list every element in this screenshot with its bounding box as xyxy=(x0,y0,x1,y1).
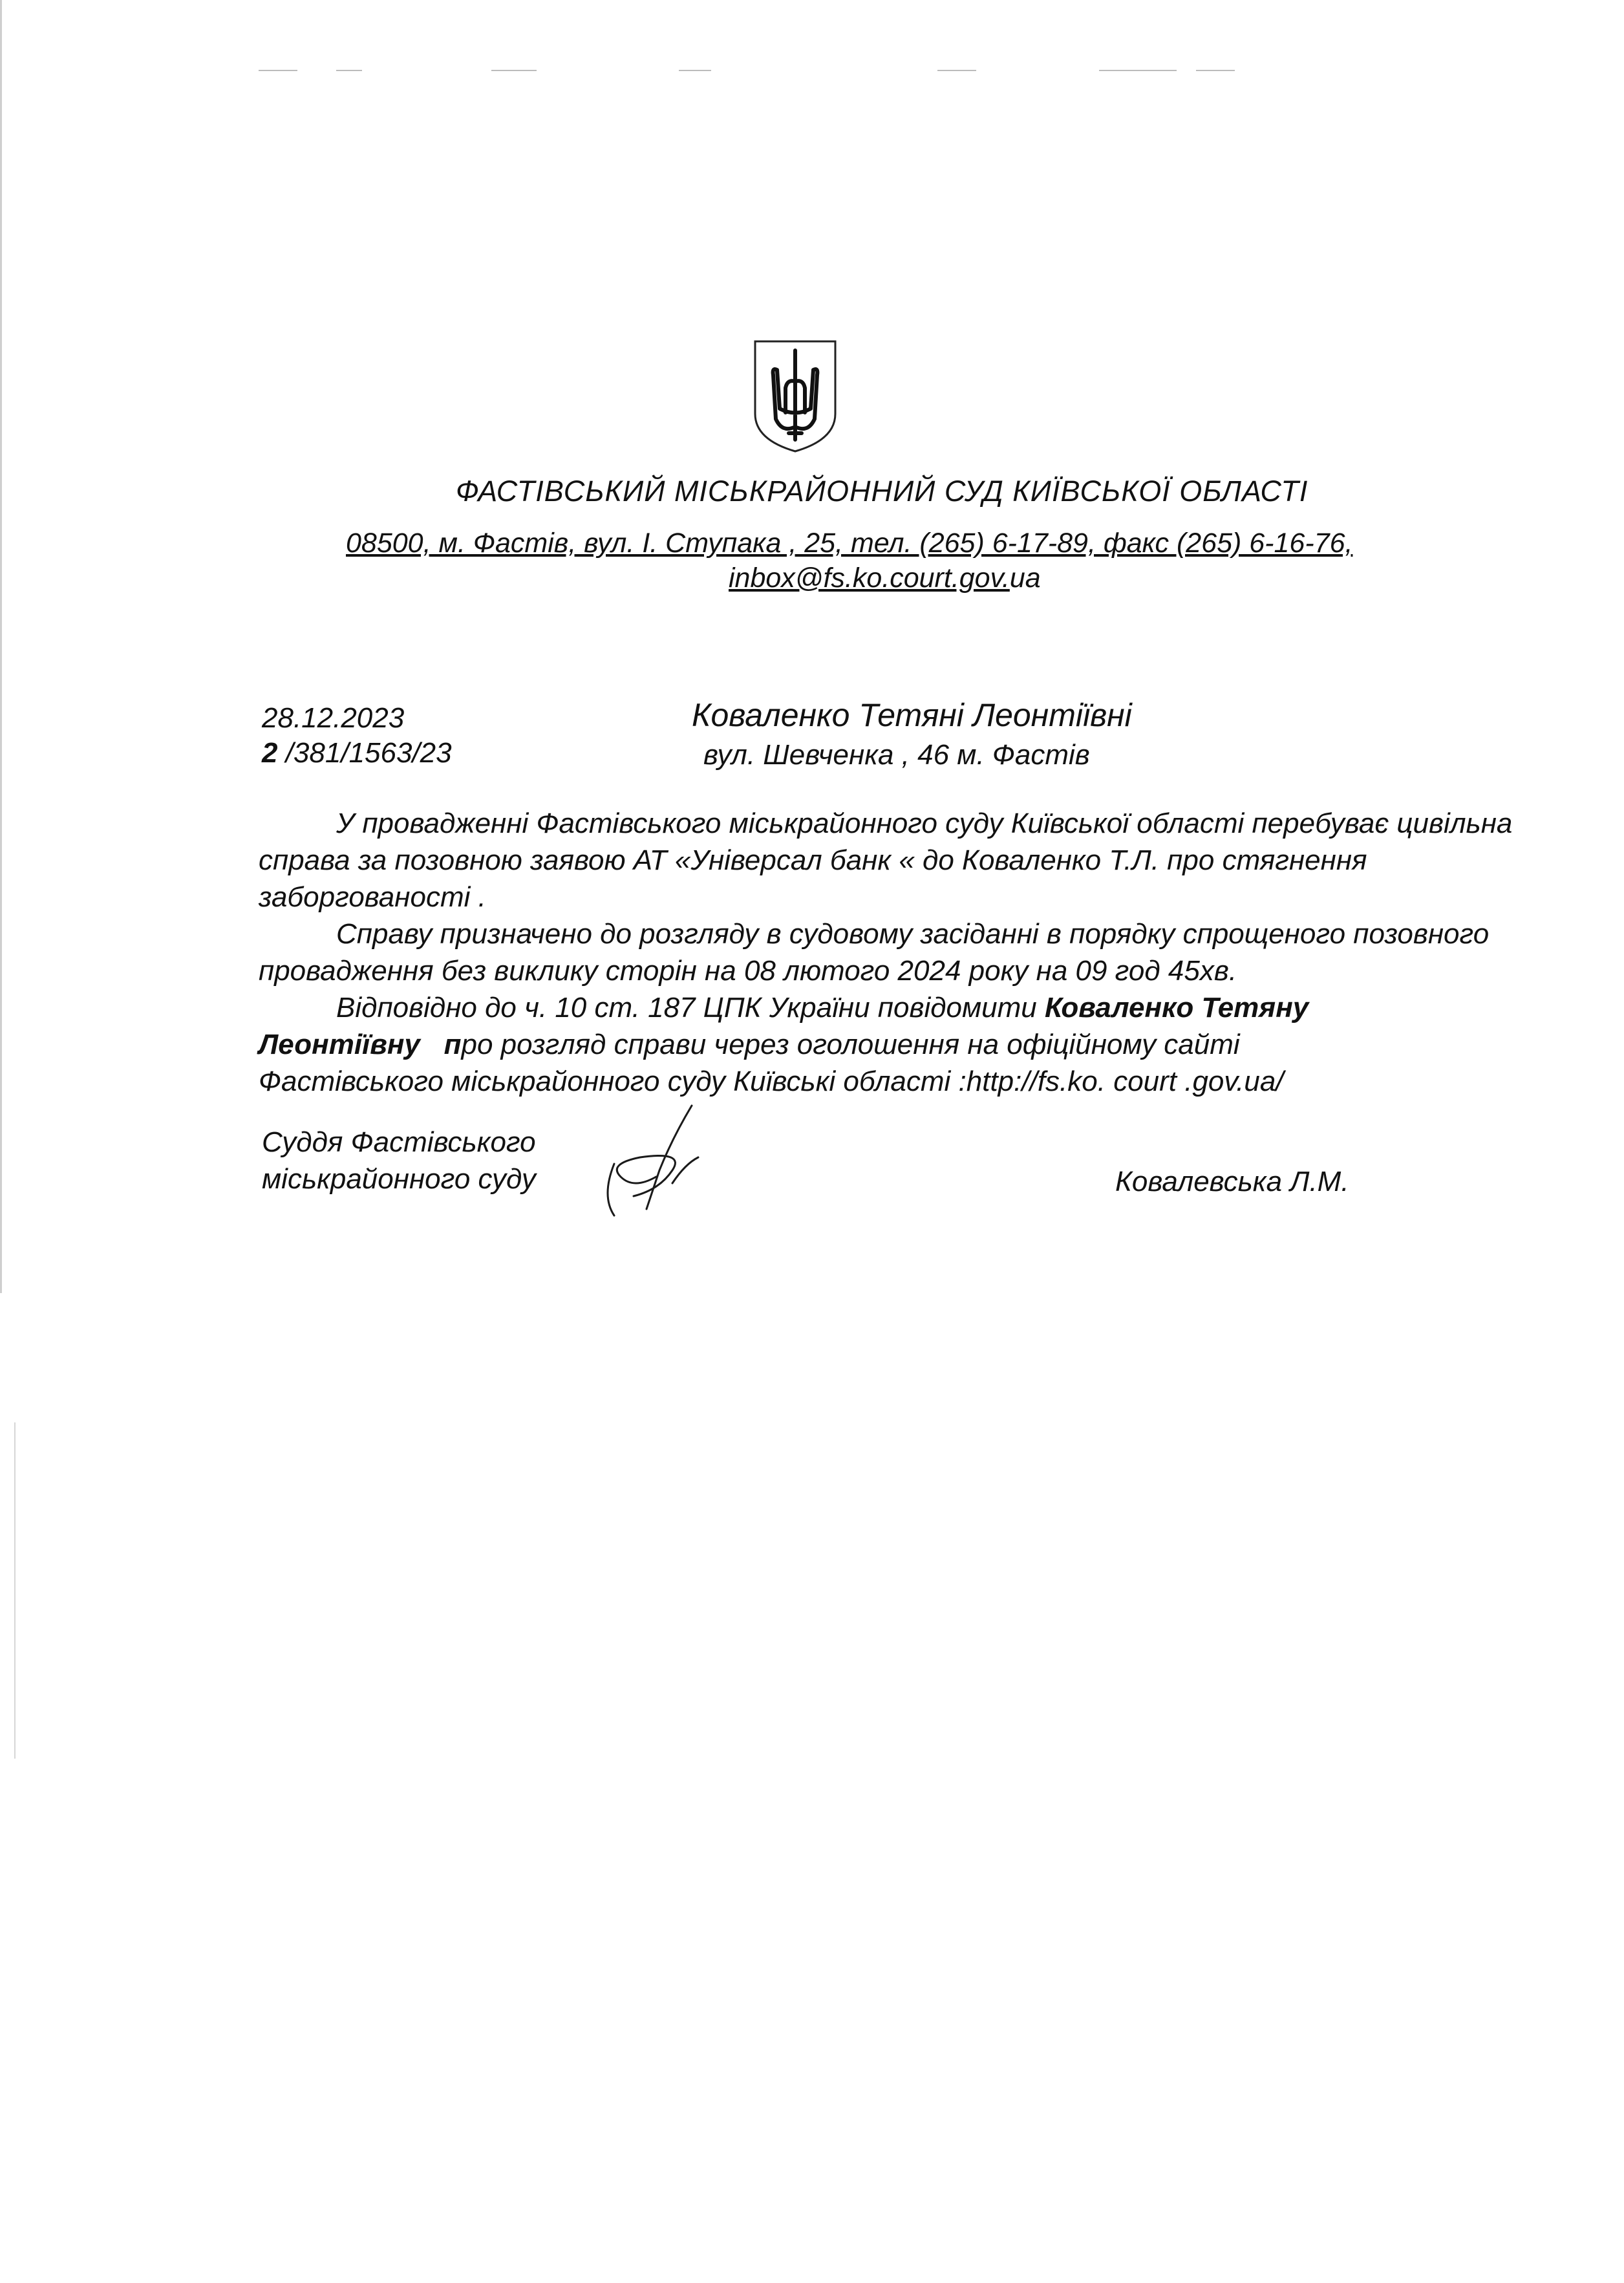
scan-artifact xyxy=(259,70,297,71)
letter-body xyxy=(259,805,1539,1100)
handwritten-signature xyxy=(595,1099,724,1222)
scan-artifact xyxy=(336,70,362,71)
court-address-line: 08500, м. Фастів, вул. І. Ступака , 25, тел. (265) 6-17-89, факс (265) 6-16-76, xyxy=(346,528,1353,559)
scan-artifact xyxy=(1196,70,1235,71)
reference-prefix: 2 xyxy=(262,737,278,769)
judge-title-line-1: Суддя Фастівського xyxy=(262,1126,536,1158)
judge-name: Ковалевська Л.М. xyxy=(1115,1166,1349,1197)
letter-date: 28.12.2023 xyxy=(262,702,405,734)
court-email-line xyxy=(729,560,1041,596)
notice-text-rest: ро розгляд справи через оголошення на офіційному сайті xyxy=(461,1029,1240,1060)
letter-reference-number xyxy=(262,735,452,771)
scan-artifact xyxy=(937,70,976,71)
addressee-name: Коваленко Тетяні Леонтіївні xyxy=(692,697,1132,733)
scan-left-edge-lower xyxy=(14,1422,16,1759)
notice-bold-name-1: Коваленко Тетяну xyxy=(1045,992,1309,1024)
notice-bold-p: п xyxy=(443,1029,462,1060)
scan-artifact xyxy=(1099,70,1177,71)
scan-artifact xyxy=(679,70,711,71)
judge-title-block xyxy=(262,1124,536,1197)
scan-artifact xyxy=(491,70,537,71)
body-paragraph-case: У провадженні Фастівського міськрайонного суду Київської області перебуває цивільна справа за позовною заявою АТ «Універсал банк « до Коваленко Т.Л. про стягнення заборгованості . xyxy=(259,808,1513,913)
body-paragraph-hearing: Справу призначено до розгляду в судовому засіданні в порядку спрощеного позовного провадження без виклику сторін на 08 лютого 2024 року на 09 год 45хв. xyxy=(259,918,1490,987)
notice-text-start: Відповідно до ч. 10 ст. 187 ЦПК України повідомити xyxy=(336,992,1045,1024)
judge-title-line-2: міськрайонного суду xyxy=(262,1163,536,1195)
notice-bold-name-2: Леонтіївну xyxy=(259,1029,420,1060)
coat-of-arms-emblem xyxy=(750,336,840,456)
reference-rest: /381/1563/23 xyxy=(277,737,452,769)
notice-text-url-line: Фастівського міськрайонного суду Київські області :http://fs.ko. court .gov.ua/ xyxy=(259,1066,1284,1097)
court-email-tld: ua xyxy=(1009,563,1041,594)
scan-left-edge xyxy=(0,0,2,1293)
addressee-address: вул. Шевченка , 46 м. Фастів xyxy=(703,739,1090,771)
body-paragraph-notice xyxy=(259,989,1539,1100)
court-name-heading: ФАСТІВСЬКИЙ МІСЬКРАЙОННИЙ СУД КИЇВСЬКОЇ ОБЛАСТІ xyxy=(456,475,1309,508)
court-email-link[interactable]: inbox@fs.ko.court.gov. xyxy=(729,563,1010,594)
